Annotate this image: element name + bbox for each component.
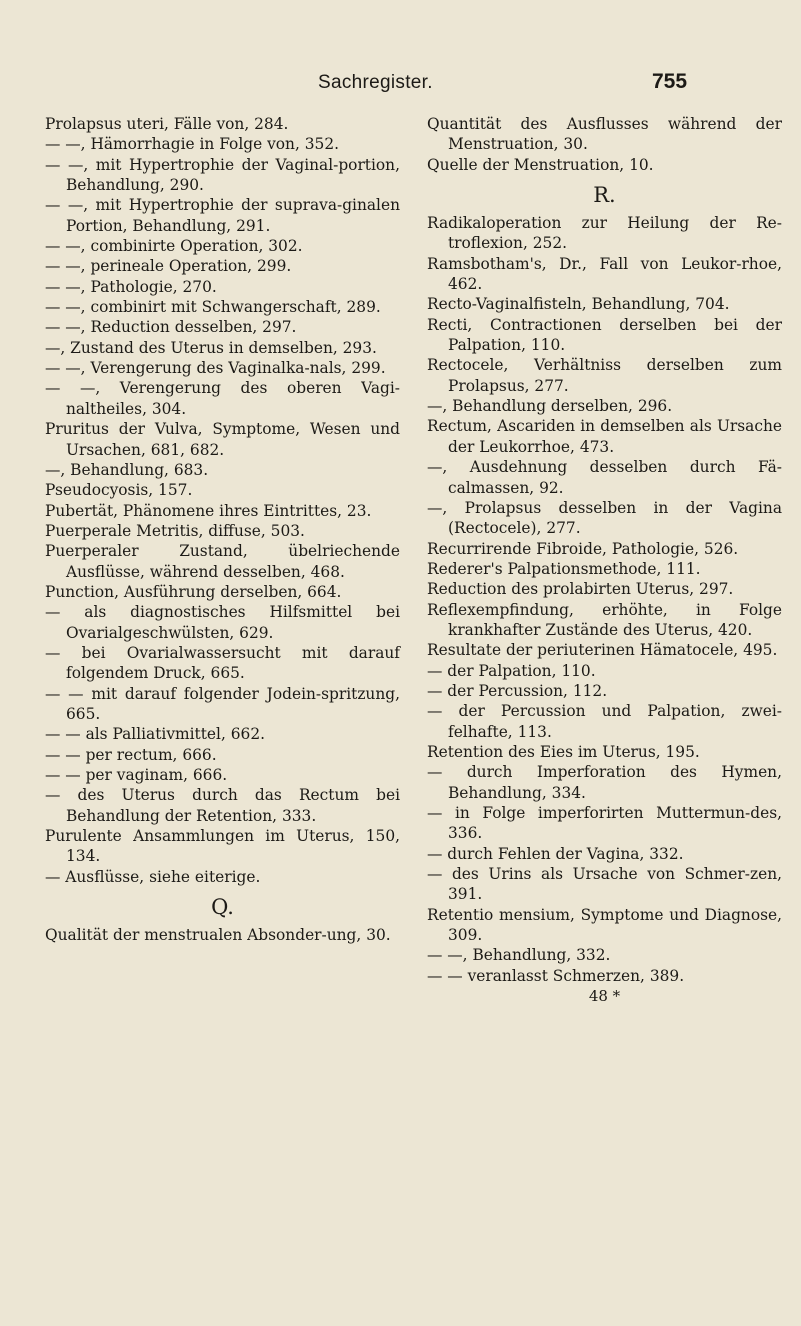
index-entry: — —, combinirte Operation, 302. xyxy=(45,237,303,256)
index-entry: Reduction des prolabirten Uterus, 297. xyxy=(427,580,734,599)
index-entry: — — mit darauf folgender Jodein-spritzung, 665. xyxy=(45,684,400,723)
index-entry: — — als Palliativmittel, 662. xyxy=(45,725,266,744)
index-entry: — —, mit Hypertrophie der suprava-ginalen Portion, Behandlung, 291. xyxy=(45,196,400,235)
index-entry: — der Palpation, 110. xyxy=(427,661,596,680)
index-entry: —, Ausdehnung desselben durch Fä-calmassen, 92. xyxy=(427,458,782,497)
index-entry: Ramsbotham's, Dr., Fall von Leukor-rhoe, 462. xyxy=(427,254,782,294)
header-title: Sachregister. xyxy=(318,72,433,93)
index-entry: Resultate der periuterinen Hämatocele, 495. xyxy=(427,641,778,660)
index-entry: — —, Pathologie, 270. xyxy=(45,277,217,296)
index-entry: — der Percussion, 112. xyxy=(427,681,608,700)
index-entry: — durch Imperforation des Hymen, Behandlung, 334. xyxy=(427,763,782,802)
index-entry: Rederer's Palpationsmethode, 111. xyxy=(427,559,701,578)
index-entry: — —, perineale Operation, 299. xyxy=(45,257,292,276)
index-entry: — — per vaginam, 666. xyxy=(45,766,228,784)
index-entry: Rectocele, Verhältniss derselben zum Prolapsus, 277. xyxy=(427,356,782,395)
index-entry: — —, mit Hypertrophie der Vaginal-portion, Behandlung, 290. xyxy=(45,155,400,195)
index-entry: Reflexempfindung, erhöhte, in Folge krankhafter Zustände des Uterus, 420. xyxy=(427,600,782,639)
right-column xyxy=(427,114,782,1006)
index-entry: Prolapsus uteri, Fälle von, 284. xyxy=(45,115,289,133)
index-entry: — — per rectum, 666. xyxy=(45,745,217,764)
index-entry: — durch Fehlen der Vagina, 332. xyxy=(427,844,684,863)
index-entry: — —, Verengerung des Vaginalka-nals, 299. xyxy=(45,359,386,378)
index-entry: — in Folge imperforirten Muttermun-des, 336. xyxy=(427,804,782,843)
left-column xyxy=(45,114,400,945)
index-entry: — —, Hämorrhagie in Folge von, 352. xyxy=(45,135,340,154)
index-entry: Radikaloperation zur Heilung der Re-troflexion, 252. xyxy=(427,214,782,253)
index-entry: — Ausflüsse, siehe eiterige. xyxy=(45,867,261,886)
index-entry: Quelle der Menstruation, 10. xyxy=(427,155,654,174)
signature-mark: 48 * xyxy=(588,987,621,1006)
index-entry: Recurrirende Fibroide, Pathologie, 526. xyxy=(427,539,739,558)
index-entry: — —, combinirt mit Schwangerschaft, 289. xyxy=(45,298,381,317)
index-entry: Recti, Contractionen derselben bei der Palpation, 110. xyxy=(427,315,782,355)
index-entry: —, Behandlung, 683. xyxy=(45,460,209,479)
index-entry: — bei Ovarialwassersucht mit darauf folgendem Druck, 665. xyxy=(45,643,400,683)
section-letter: Q. xyxy=(211,895,234,920)
index-entry: Pubertät, Phänomene ihres Eintrittes, 23. xyxy=(45,501,372,520)
index-entry: Purulente Ansammlungen im Uterus, 150, 134. xyxy=(45,827,400,866)
page-number: 755 xyxy=(652,70,688,93)
running-header xyxy=(0,72,801,102)
index-entry: —, Zustand des Uterus in demselben, 293. xyxy=(45,338,377,357)
index-entry: Pruritus der Vulva, Symptome, Wesen und Ursachen, 681, 682. xyxy=(45,420,400,459)
index-entry: Quantität des Ausflusses während der Menstruation, 30. xyxy=(427,115,782,154)
index-entry: — des Uterus durch das Rectum bei Behandlung der Retention, 333. xyxy=(45,786,400,825)
index-entry: —, Prolapsus desselben in der Vagina (Rectocele), 277. xyxy=(427,498,782,538)
index-entry: — —, Behandlung, 332. xyxy=(427,946,611,965)
index-entry: Retentio mensium, Symptome und Diagnose, 309. xyxy=(427,905,782,945)
index-entry: Qualität der menstrualen Absonder-ung, 30. xyxy=(45,926,391,945)
index-entry: — —, Verengerung des oberen Vagi-naltheiles, 304. xyxy=(45,379,400,418)
index-entry: Puerperaler Zustand, übelriechende Ausflüsse, während desselben, 468. xyxy=(45,542,400,581)
index-entry: —, Behandlung derselben, 296. xyxy=(427,397,673,416)
index-entry: Rectum, Ascariden in demselben als Ursache der Leukorrhoe, 473. xyxy=(427,417,782,456)
index-entry: Retention des Eies im Uterus, 195. xyxy=(427,742,700,761)
index-entry: — als diagnostisches Hilfsmittel bei Ovarialgeschwülsten, 629. xyxy=(45,603,400,642)
index-entry: — des Urins als Ursache von Schmer-zen, 391. xyxy=(427,865,782,904)
index-entry: Punction, Ausführung derselben, 664. xyxy=(45,582,342,601)
index-entry: — —, Reduction desselben, 297. xyxy=(45,318,297,337)
index-entry: — — veranlasst Schmerzen, 389. xyxy=(427,966,685,985)
index-entry: Recto-Vaginalfisteln, Behandlung, 704. xyxy=(427,295,730,314)
index-entry: Pseudocyosis, 157. xyxy=(45,481,193,500)
index-entry: — der Percussion und Palpation, zwei-felhafte, 113. xyxy=(427,702,782,741)
index-entry: Puerperale Metritis, diffuse, 503. xyxy=(45,521,305,540)
section-letter: R. xyxy=(593,183,616,208)
